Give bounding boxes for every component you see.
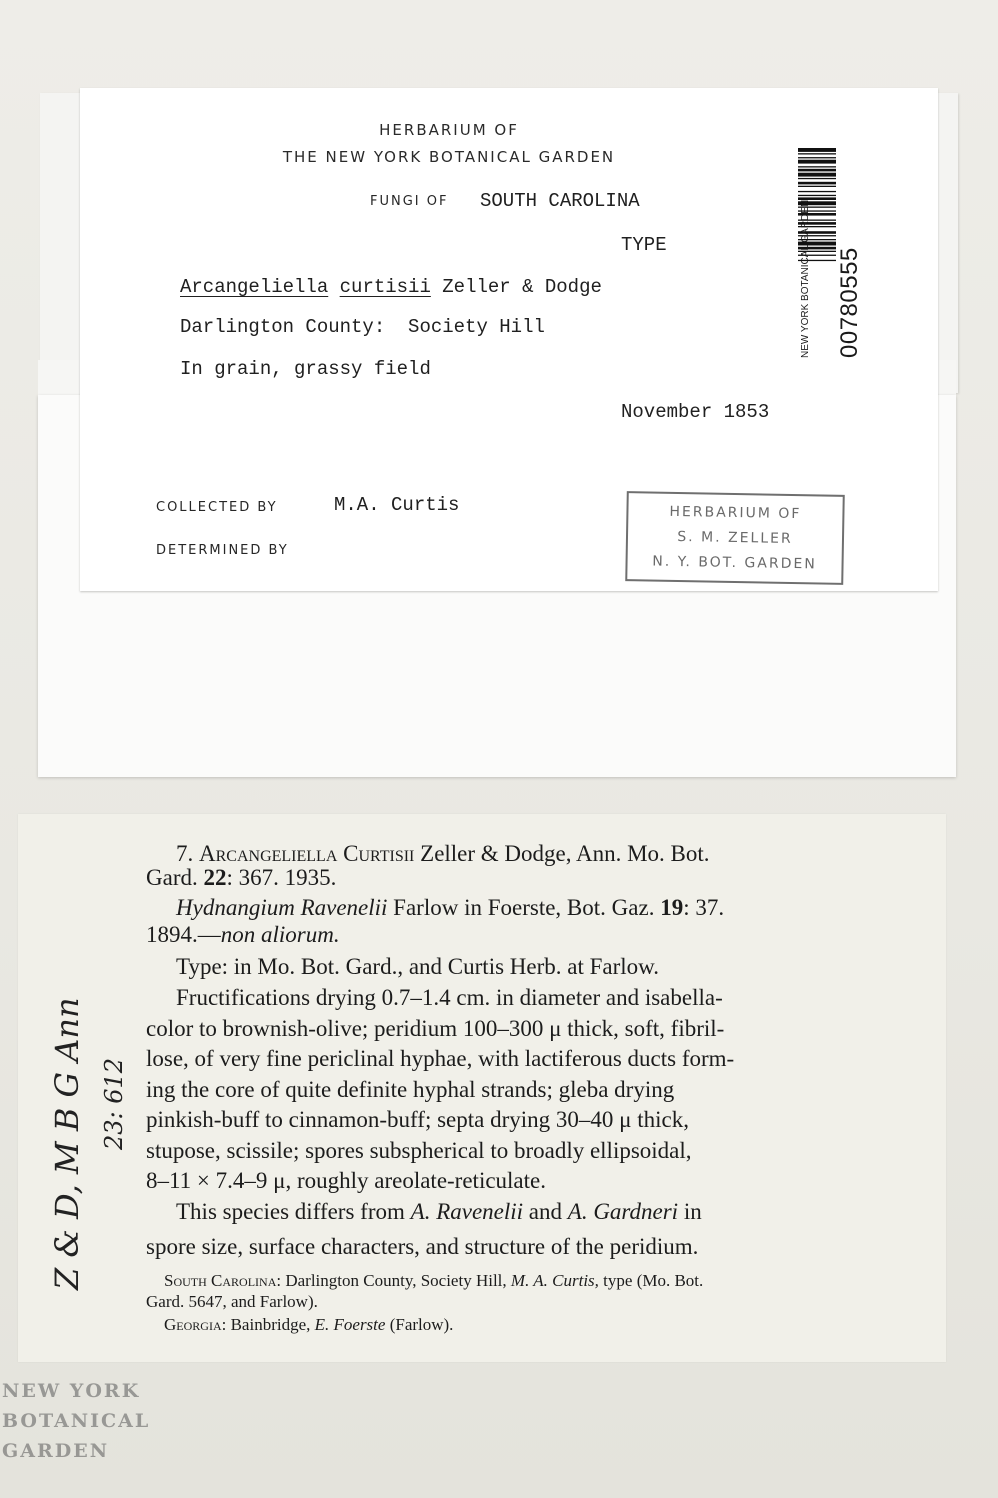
label-header-line1: HERBARIUM OF: [379, 121, 519, 139]
nybg-stamp-line1: NEW YORK: [2, 1380, 141, 1402]
stamp-line3: N. Y. BOT. GARDEN: [652, 553, 817, 573]
pub-text: : 367. 1935.: [226, 865, 337, 890]
pub-text: (Farlow).: [389, 1315, 454, 1334]
label-header-line2: THE NEW YORK BOTANICAL GARDEN: [282, 148, 616, 166]
collector: M.A. Curtis: [334, 494, 460, 516]
genus: Arcangeliella: [180, 276, 329, 298]
nybg-stamp-line3: GARDEN: [2, 1440, 110, 1462]
authors: Zeller & Dodge: [442, 276, 602, 298]
pub-collector: E. Foerste: [314, 1315, 386, 1334]
type-status: TYPE: [621, 234, 667, 256]
pub-text: Farlow in Foerste, Bot. Gaz.: [393, 895, 655, 920]
pub-text: and: [528, 1199, 563, 1224]
fungi-of-label: FUNGI OF: [370, 194, 449, 209]
species-epithet: curtisii: [339, 276, 431, 298]
pub-line-3: [176, 896, 724, 919]
pub-line-6: Fructifications drying 0.7–1.4 cm. in diameter and isabella-: [176, 985, 723, 1010]
pub-line-2: [146, 866, 336, 889]
pub-text: A. Gardneri: [567, 1199, 679, 1224]
nybg-stamp-line2: BOTANICAL: [2, 1410, 151, 1432]
pub-text: type (Mo. Bot.: [603, 1271, 704, 1290]
species-number: 7.: [176, 841, 194, 866]
pub-line-11: stupose, scissile; spores subspherical to broadly ellipsoidal,: [146, 1138, 692, 1163]
habitat: In grain, grassy field: [180, 358, 431, 380]
pub-collector: M. A. Curtis,: [510, 1271, 599, 1290]
barcode-number: 00780555: [836, 247, 863, 358]
publication-clipping: [18, 814, 946, 1362]
pub-line-17: [164, 1316, 453, 1333]
pub-species-name: Arcangeliella Curtisii: [199, 841, 415, 866]
handwritten-annotation-1: Z & D, M B G Ann: [48, 997, 86, 1290]
zeller-herbarium-stamp: [625, 491, 845, 585]
county: Darlington County:: [180, 316, 386, 338]
pub-state: Georgia: [164, 1315, 222, 1334]
pub-text: : Darlington County, Society Hill,: [276, 1271, 507, 1290]
nybg-faded-stamp: [2, 1376, 152, 1466]
taxon-name: [180, 276, 602, 298]
pub-line-9: ing the core of quite definite hyphal strands; gleba drying: [146, 1077, 675, 1102]
pub-text: A. Ravenelii: [410, 1199, 524, 1224]
collection-date: November 1853: [621, 401, 770, 423]
pub-text: 1894.—: [146, 922, 221, 947]
pub-line-13: [176, 1200, 702, 1223]
stamp-line2: S. M. ZELLER: [677, 528, 793, 548]
handwritten-annotation-2: 23: 612: [100, 1057, 128, 1150]
collected-by-label: COLLECTED BY: [156, 500, 278, 515]
pub-line-14: spore size, surface characters, and structure of the peridium.: [146, 1234, 699, 1259]
pub-text: : 37.: [683, 895, 725, 920]
pub-volume: 22: [203, 865, 227, 890]
barcode-institution: NEW YORK BOTANICAL GARDEN: [800, 199, 811, 358]
pub-text: : Bainbridge,: [221, 1315, 311, 1334]
pub-line-10: pinkish-buff to cinnamon-buff; septa drying 30–40 μ thick,: [146, 1107, 689, 1132]
synonym-name: Hydnangium Ravenelii: [176, 895, 388, 920]
pub-volume: 19: [660, 895, 684, 920]
pub-line-4: [146, 923, 340, 946]
pub-line-15: [164, 1272, 703, 1289]
pub-line-7: color to brownish-olive; peridium 100–300 μ thick, soft, fibril-: [146, 1016, 725, 1041]
region: SOUTH CAROLINA: [480, 190, 640, 212]
pub-text: This species differs from: [176, 1199, 405, 1224]
specimen-label: [80, 88, 938, 591]
pub-line-16: Gard. 5647, and Farlow).: [146, 1292, 318, 1311]
pub-text: non aliorum.: [220, 922, 340, 947]
locality: Society Hill: [408, 316, 545, 338]
pub-line-12: 8–11 × 7.4–9 μ, roughly areolate-reticulate.: [146, 1168, 546, 1193]
determined-by-label: DETERMINED BY: [156, 543, 289, 558]
pub-text: in: [683, 1199, 702, 1224]
locality-line: [180, 316, 545, 338]
pub-text: Gard.: [146, 865, 198, 890]
pub-citation: Zeller & Dodge, Ann. Mo. Bot.: [420, 841, 710, 866]
pub-line-1: [176, 842, 710, 865]
barcode: [786, 108, 898, 408]
pub-line-5: Type: in Mo. Bot. Gard., and Curtis Herb. at Farlow.: [176, 954, 660, 979]
pub-line-8: lose, of very fine periclinal hyphae, with lactiferous ducts form-: [146, 1046, 735, 1071]
pub-state: South Carolina: [164, 1271, 277, 1290]
stamp-line1: HERBARIUM OF: [669, 503, 802, 523]
